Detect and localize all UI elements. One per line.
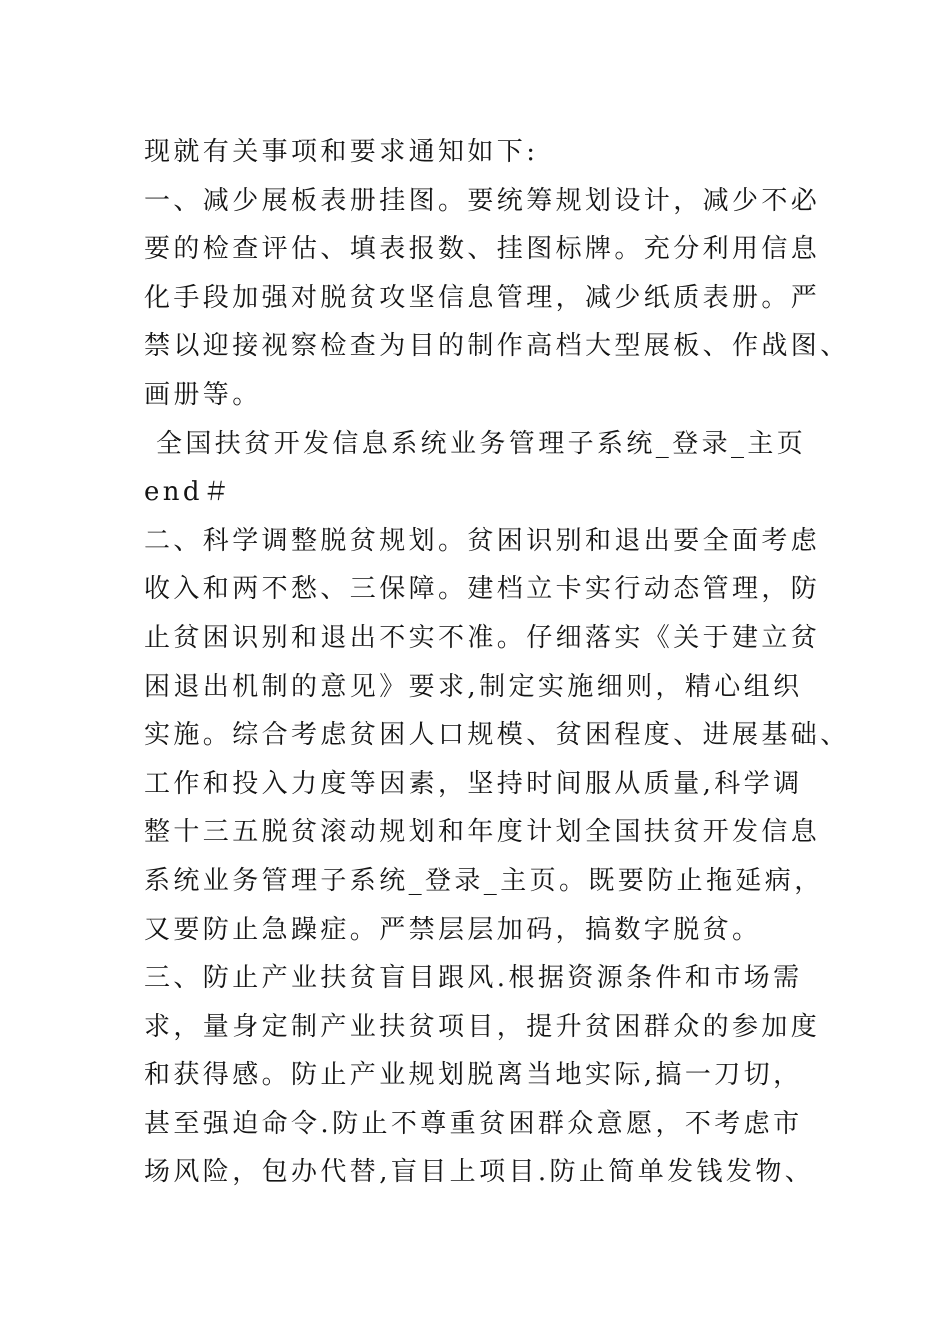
text-line: 甚至强迫命令.防止不尊重贫困群众意愿，不考虑市	[144, 1108, 803, 1139]
text-line: 化手段加强对脱贫攻坚信息管理，减少纸质表册。严	[144, 282, 821, 313]
text-line: 画册等。	[144, 379, 262, 410]
text-line: 和获得感。防止产业规划脱离当地实际,搞一刀切，	[144, 1060, 803, 1091]
text-line: 场风险，包办代替,盲目上项目.防止简单发钱发物、	[144, 1157, 815, 1188]
text-line: 三、防止产业扶贫盲目跟风.根据资源条件和市场需	[144, 963, 803, 994]
text-line: end＃	[144, 477, 233, 508]
text-line: 收入和两不愁、三保障。建档立卡实行动态管理，防	[144, 574, 821, 605]
text-line: 二、科学调整脱贫规划。贫困识别和退出要全面考虑	[144, 525, 821, 556]
text-line: 困退出机制的意见》要求,制定实施细则，精心组织	[144, 671, 803, 702]
text-line: 求，量身定制产业扶贫项目，提升贫困群众的参加度	[144, 1011, 821, 1042]
text-line: 禁以迎接视察检查为目的制作高档大型展板、作战图、	[144, 331, 850, 362]
text-line: 又要防止急躁症。严禁层层加码，搞数字脱贫。	[144, 914, 762, 945]
text-line: 一、减少展板表册挂图。要统筹规划设计，减少不必	[144, 185, 821, 216]
text-line: 系统业务管理子系统_登录_主页。既要防止拖延病，	[144, 865, 824, 896]
text-line: 现就有关事项和要求通知如下:	[144, 137, 539, 167]
text-line: 止贫困识别和退出不实不准。仔细落实《关于建立贫	[144, 622, 821, 653]
text-line: 实施。综合考虑贫困人口规模、贫困程度、进展基础、	[144, 720, 850, 751]
document-body	[144, 128, 850, 1197]
text-line: 工作和投入力度等因素，坚持时间服从质量,科学调	[144, 768, 803, 799]
text-line: 整十三五脱贫滚动规划和年度计划全国扶贫开发信息	[144, 817, 821, 848]
text-line: 全国扶贫开发信息系统业务管理子系统_登录_主页	[156, 428, 807, 459]
text-line: 要的检查评估、填表报数、挂图标牌。充分利用信息	[144, 234, 821, 265]
